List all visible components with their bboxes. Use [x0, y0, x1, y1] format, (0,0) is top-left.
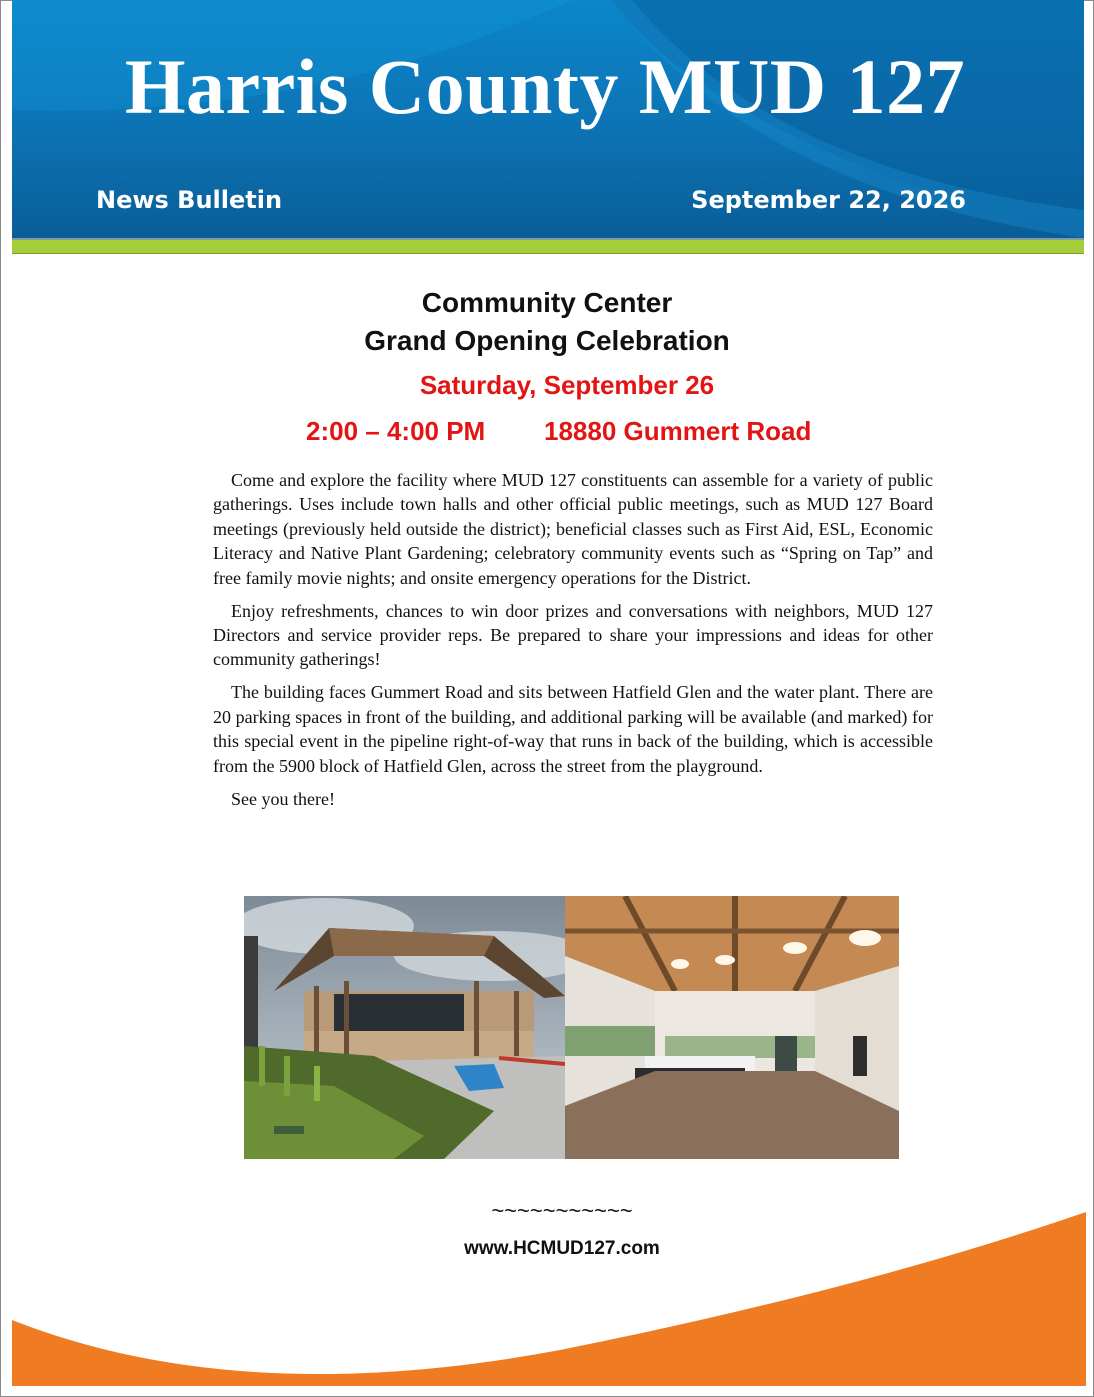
paragraph: Come and explore the facility where MUD 127 constituents can assemble for a variety of public gatherings. Uses include town halls and other official public meetings, such as MUD 127 Board meetings (previously held outside the district); beneficial classes such as First Aid, ESL, Economic Literacy and Native Plant Gardening; celebratory community events such as “Spring on Tap” and free family movie nights; and onsite emergency operations for the District.: [213, 470, 933, 588]
event-headline: [0, 284, 1094, 360]
headline-line-2: Grand Opening Celebration: [364, 325, 730, 356]
article-body: [213, 468, 933, 820]
event-address: 18880 Gummert Road: [544, 416, 812, 446]
footer-separator: ~~~~~~~~~~~: [491, 1198, 633, 1223]
headline-line-1: Community Center: [421, 287, 673, 318]
building-exterior-photo: [244, 896, 565, 1159]
hall-interior-photo: [565, 896, 899, 1159]
orange-footer-swoosh: [0, 1200, 1094, 1397]
green-accent-bar: [12, 238, 1084, 254]
event-time: 2:00 – 4:00 PM: [306, 416, 486, 446]
event-date: Saturday, September 26: [419, 370, 715, 400]
paragraph: The building faces Gummert Road and sits between Hatfield Glen and the water plant. There are 20 parking spaces in front of the building, and additional parking will be available (and marked) for this special event in the pipeline right-of-way that runs in back of the building, which is accessible from the 5900 block of Hatfield Glen, across the street from the playground.: [213, 682, 933, 776]
paragraph: See you there!: [231, 788, 335, 809]
bulletin-date: September 22, 2026: [691, 186, 966, 214]
newsletter-title: Harris County MUD 127: [124, 43, 966, 130]
paragraph: Enjoy refreshments, chances to win door prizes and conversations with neighbors, MUD 127 Directors and service provider reps. Be prepared to share your impressions and ideas for other community gatherings!: [213, 600, 933, 670]
website-link[interactable]: www.HCMUD127.com: [464, 1238, 660, 1259]
bulletin-label: News Bulletin: [96, 186, 283, 214]
